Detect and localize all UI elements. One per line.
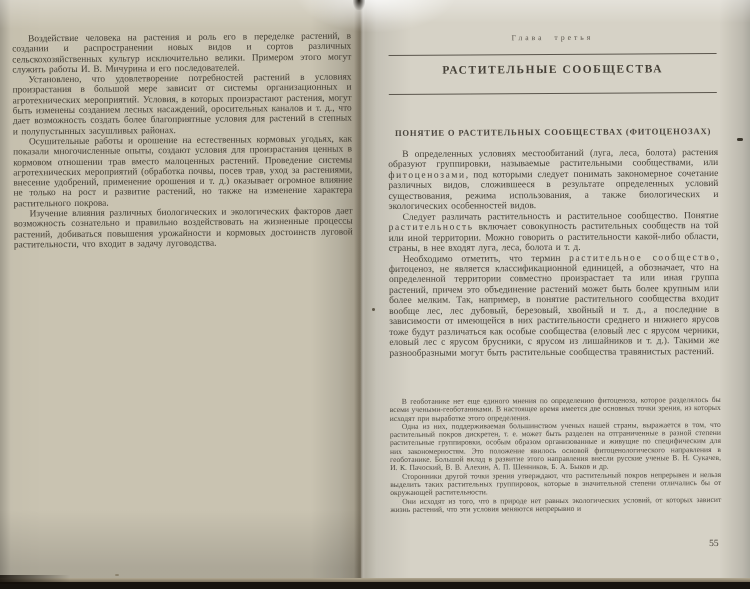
left-page-text xyxy=(12,32,353,251)
section-heading: ПОНЯТИЕ О РАСТИТЕЛЬНЫХ СООБЩЕСТВАХ (ФИТОЦЕНОЗАХ) xyxy=(394,126,712,138)
paragraph: Одна из них, поддерживаемая большинством ученых нашей страны, выражается в том, что растительный покров дискретен, т. е. может быть разделен на отграниченные в разной степени растительные группировки, особым образом организованные и живущие по специфическим для них закономерностям. Это положение явилось основой фитоценологического направления в геоботанике. Большой вклад в развитие этого направления внесли русские ученые В. Н. Сукачев, И. К. Пачоский, В. В. Алехин, А. П. Шенников, Б. А. Быков и др. xyxy=(389,419,722,473)
page-number: 55 xyxy=(709,538,719,550)
right-page-text xyxy=(387,0,721,579)
paragraph: Сторонники другой точки зрения утверждают, что растительный покров непрерывен и нельзя выделить таких растительных группировок, которые в значительной степени отличались бы от окружающей растительности. xyxy=(390,469,722,498)
emphasized-term: растительное сообщество xyxy=(569,252,717,264)
paragraph: Они исходят из того, что в природе нет равных экологических условий, от которых зависит жизнь растений, что эти условия меняются непрерывно и xyxy=(390,494,722,514)
text-segment: Необходимо отметить, что термин xyxy=(402,253,570,265)
text-segment: включает совокупность растительных сообществ на той или иной территории. Можно говорить о растительности какой-либо области, страны, в нее входят луга, леса, болота и т. д. xyxy=(388,221,719,255)
text-segment: В определенных условиях местообитаний (луга, леса, болота) растения образуют группировки, называемые растительными сообществами, или xyxy=(388,147,719,171)
paper-speck xyxy=(115,574,119,576)
text-segment: , фитоценоз, не является классификационной единицей, а обозначает, что на определенной территории совместно произрастает та или иная группа растений, причем это объединение растений может быть более крупным или более мелким. Так, например, в понятие растительного сообщества входит вообще лес, лес дубовый, березовый, хвойный и т. д., а последние в зависимости от имеющейся в них растительности среднего и нижнего ярусов тоже будут различаться как особые сообщества (еловый лес с ярусом черники, еловый лес с ярусом брусники, с ярусом из лишайников и т. д.). Такими же разнообразными могут быть растительные сообщества травянистых растений. xyxy=(388,252,720,359)
gutter-top-highlight xyxy=(296,0,456,32)
emphasized-term: растительность xyxy=(388,222,474,234)
paragraph: Воздействие человека на растения и роль его в переделке растений, в создании и распространении новых видов и сортов различных сельскохозяйственных культур исключительно велики. Примером этого могут служить работы И. В. Мичурина и его последователей. xyxy=(12,31,352,76)
paragraph: Изучение влияния различных биологических и экологических факторов дает возможность сознательно и правильно воздействовать на жизненные процессы растений, добиваться повышения урожайности и кормовых достоинств луговой растительности, что входит в задачу луговодства. xyxy=(13,206,353,251)
horizontal-rule xyxy=(389,92,717,95)
left-page xyxy=(0,0,361,579)
dark-background xyxy=(0,582,750,589)
paragraph xyxy=(389,211,719,255)
paper-speck xyxy=(737,138,743,141)
chapter-heading: Глава третья xyxy=(511,32,594,43)
chapter-title: РАСТИТЕЛЬНЫЕ СООБЩЕСТВА xyxy=(442,63,664,77)
paragraph: Осушительные работы и орошение на естественных кормовых угодьях, как показали многочисленные опыты, создают условия для произрастания ценных в кормовом отношении трав вместо малоценных растений. Проведение системы агротехнических мероприятий (обработка почвы, посев трав, уход за растениями, внесение удобрений, применение орошения и т. д.) оказывает огромное влияние не только на рост и развитие растений, но также на изменение характера растительного покрова. xyxy=(13,134,353,210)
paragraph xyxy=(389,253,720,360)
spine-notch xyxy=(353,0,365,10)
right-page xyxy=(361,0,750,578)
text-segment: Следует различать растительность и растительное сообщество. Понятие xyxy=(402,210,719,223)
text-segment: , под которыми следует понимать закономерное сочетание различных видов, сложившееся в результате определенных условий существования, режима использования, а также биологических и экологических особенностей видов. xyxy=(388,168,719,213)
paragraph: В геоботанике нет еще единого мнения по определению фитоценоза, которое разделялось бы всеми учеными-геоботаниками. В настоящее время имеется две основных точки зрения, из которых исходят при выработке этого определения. xyxy=(389,394,721,423)
body-text xyxy=(388,148,719,359)
small-print-text xyxy=(390,396,722,514)
paper-speck xyxy=(372,308,375,311)
paragraph xyxy=(388,148,718,213)
emphasized-term: фитоценозами xyxy=(388,170,466,181)
paragraph: Установлено, что удовлетворение потребностей растений в условиях произрастания в большой мере зависит от системы организационных и агротехнических мероприятий. Условия, в которых произрастают растения, могут быть изменены созданием лесных насаждений, оросительных каналов и т. д., что дает возможность создать более благоприятные условия для растений в степных и полупустынных засушливых районах. xyxy=(12,72,352,138)
horizontal-rule xyxy=(389,53,717,56)
bottom-left-shadow xyxy=(0,575,70,584)
book-gutter xyxy=(354,0,366,578)
